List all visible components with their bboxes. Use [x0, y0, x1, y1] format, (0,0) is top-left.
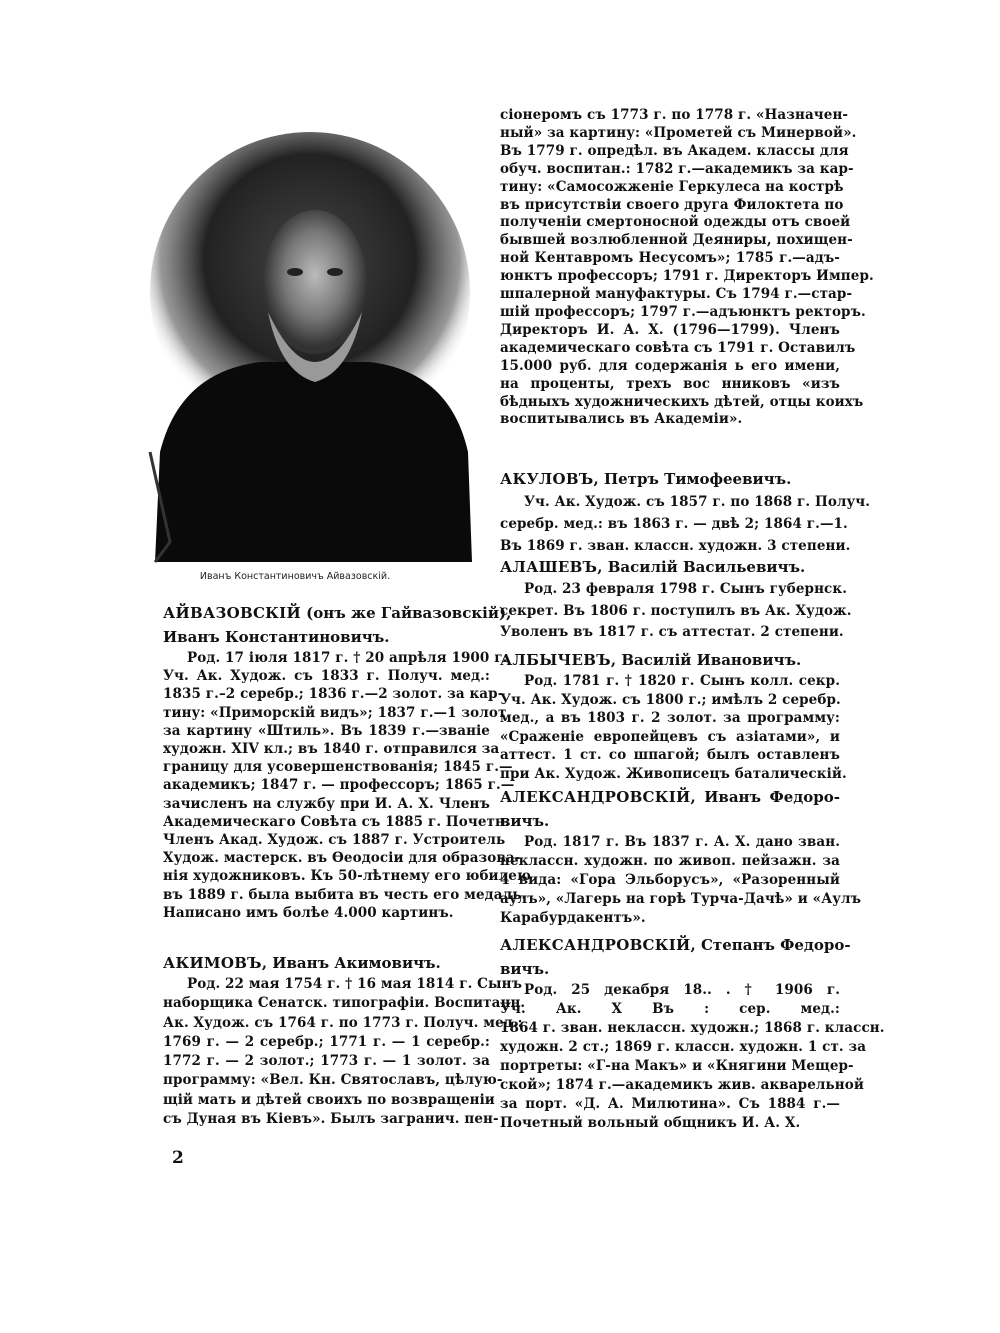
- text-line: портреты: «Г-на Макъ» и «Княгини Мещер-: [500, 1058, 854, 1074]
- text-line: Род. 1817 г. Въ 1837 г. А. Х. дано зван.: [524, 834, 840, 850]
- entry: [500, 107, 874, 429]
- entry-given-name: , Иванъ Акимовичъ.: [261, 954, 441, 972]
- text-line: за порт. «Д. А. Милютина». Съ 1884 г.—: [500, 1096, 840, 1112]
- text-line: 1835 г.–2 серебр.; 1836 г.—2 золот. за кар-: [163, 686, 504, 703]
- text-line: «Сраженіе европейцевъ съ азіатами», и: [500, 728, 840, 745]
- entry: [163, 601, 531, 922]
- text-line: съ Дуная въ Кіевъ». Былъ загранич. пен-: [163, 1111, 499, 1128]
- entry: [500, 648, 847, 783]
- entry-given-name: вичъ.: [500, 812, 550, 830]
- text-line: зачисленъ на службу при И. А. Х. Членъ: [163, 795, 490, 812]
- text-line: на проценты, трехъ вос нниковъ «изъ: [500, 375, 840, 392]
- entry-given-name: , Василій Ивановичъ.: [610, 651, 802, 669]
- entry-given-name: , Петръ Тимофеевичъ.: [593, 470, 792, 488]
- text-line: Уволенъ въ 1817 г. съ аттестат. 2 степени.: [500, 624, 844, 640]
- text-line: мед., а въ 1803 г. 2 золот. за программу:: [500, 710, 840, 726]
- text-line: Уч. Ак. Худож. съ 1857 г. по 1868 г. Получ.: [524, 494, 871, 510]
- text-line: шій профессоръ; 1797 г.—адъюнктъ ректоръ.: [500, 303, 866, 320]
- text-line: воспитывались въ Академіи».: [500, 411, 743, 428]
- entry-heading: [500, 467, 840, 491]
- text-line: Род. 1781 г. † 1820 г. Сынъ колл. секр.: [524, 673, 840, 689]
- entry-given-name: , Василій Васильевичъ.: [597, 558, 806, 576]
- entry-given-name: (онъ же Гайвазовскій),: [300, 604, 512, 622]
- text-line: Род. 22 мая 1754 г. † 16 мая 1814 г. Сынъ: [187, 976, 523, 992]
- entry-given-name: , Иванъ Федоро-: [690, 788, 840, 806]
- entry-heading: [500, 555, 840, 579]
- entry-given-name: , Степанъ Федоро-: [690, 936, 851, 954]
- entry-heading: [500, 785, 840, 809]
- entry-surname: АЛЕКСАНДРОВСКІЙ: [500, 936, 691, 954]
- entry-surname: АКУЛОВЪ: [500, 470, 594, 488]
- text-line: въ 1889 г. была выбита въ честь его медаль.: [163, 886, 527, 903]
- text-line: аттест. 1 ст. со шпагой; былъ оставленъ: [500, 747, 840, 763]
- entry-surname: АЛАШЕВЪ: [500, 558, 598, 576]
- text-line: Въ 1779 г. опредѣл. въ Академ. классы для: [500, 142, 849, 159]
- text-line: Род. 25 декабря 18.. . † 1906 г.: [524, 982, 840, 998]
- entry-heading: [163, 601, 512, 625]
- text-line: наборщика Сенатск. типографіи. Воспитанн.: [163, 995, 526, 1012]
- text-line: Написано имъ болѣе 4.000 картинъ.: [163, 904, 454, 921]
- entry-heading: [163, 951, 490, 975]
- text-line: тину: «Самосожженіе Геркулеса на кострѣ: [500, 178, 844, 195]
- text-line: Уч. Ак. Худож. съ 1833 г. Получ. мед.:: [163, 668, 490, 685]
- portrait-caption: Иванъ Константиновичъ Айвазовскій.: [199, 571, 391, 582]
- text-line: 1772 г. — 2 золот.; 1773 г. — 1 золот. за: [163, 1053, 490, 1070]
- entry-given-name: Иванъ Константиновичъ.: [163, 628, 390, 646]
- text-line: Уч. Ак. Х Въ : сер. мед.:: [500, 1001, 840, 1017]
- text-line: академикъ; 1847 г. — профессоръ; 1865 г.—: [163, 777, 515, 794]
- entry: [500, 785, 862, 928]
- text-line: сіонеромъ съ 1773 г. по 1778 г. «Назначен-: [500, 107, 849, 123]
- text-line: Уч. Ак. Худож. съ 1800 г.; имѣлъ 2 серебр.: [500, 691, 841, 708]
- text-line: Род. 17 іюля 1817 г. † 20 апрѣля 1900 г.: [187, 650, 508, 666]
- text-line: нія художниковъ. Къ 50-лѣтнему его юбилею: [163, 868, 531, 885]
- entry-given-name: вичъ.: [500, 960, 550, 978]
- text-line: въ присутствіи своего друга Филоктета по: [500, 196, 844, 213]
- text-line: за картину «Штиль». Въ 1839 г.—званіе: [163, 722, 490, 739]
- entry-surname: АЙВАЗОВСКІЙ: [163, 604, 301, 622]
- entry: [500, 555, 852, 644]
- entry-heading: [500, 809, 840, 833]
- text-line: ской»; 1874 г.—академикъ жив. акварельной: [500, 1077, 864, 1093]
- entry-heading: [500, 648, 840, 672]
- text-line: Почетный вольный общникъ И. А. Х.: [500, 1115, 801, 1131]
- text-line: Академическаго Совѣта съ 1885 г. Почетн.: [163, 813, 510, 830]
- text-line: Род. 23 февраля 1798 г. Сынъ губернск.: [524, 581, 848, 597]
- entry-surname: АЛБЫЧЕВЪ: [500, 651, 611, 669]
- text-line: Ак. Худож. съ 1764 г. по 1773 г. Получ. мед.:: [163, 1014, 523, 1031]
- text-line: аулъ», «Лагерь на горѣ Турча-Дачѣ» и «Аулъ: [500, 891, 862, 907]
- right-column: [500, 0, 885, 1200]
- text-line: шпалерной мануфактуры. Съ 1794 г.—стар-: [500, 286, 853, 303]
- text-line: Членъ Акад. Худож. съ 1887 г. Устроитель: [163, 832, 506, 849]
- text-line: 15.000 руб. для содержанія ь его имени,: [500, 357, 840, 374]
- text-line: Худож. мастерск. въ Ѳеодосіи для образова-: [163, 850, 521, 867]
- text-line: серебр. мед.: въ 1863 г. — двѣ 2; 1864 г.—1.: [500, 516, 848, 532]
- entry-surname: АКИМОВЪ: [163, 954, 262, 972]
- text-line: академическаго совѣта съ 1791 г. Оставилъ: [500, 339, 856, 356]
- entry-heading: [500, 957, 840, 981]
- text-line: программу: «Вел. Кн. Святославъ, цѣлую-: [163, 1072, 503, 1089]
- text-line: при Ак. Худож. Живописецъ баталическій.: [500, 765, 847, 782]
- text-line: 4 вида: «Гора Эльборусъ», «Разоренный: [500, 872, 840, 888]
- text-line: неклассн. художн. по живоп. пейзажн. за: [500, 853, 840, 869]
- text-line: Карабурдакентъ».: [500, 910, 646, 926]
- text-line: художн. XIV кл.; въ 1840 г. отправился за: [163, 741, 500, 758]
- text-line: бывшей возлюбленной Деяниры, похищен-: [500, 232, 853, 249]
- text-line: секрет. Въ 1806 г. поступилъ въ Ак. Худож.: [500, 602, 852, 619]
- text-line: Въ 1869 г. зван. классн. художн. 3 степени.: [500, 538, 851, 554]
- entry: [500, 467, 871, 557]
- text-line: обуч. воспитан.: 1782 г.—академикъ за кар-: [500, 160, 854, 177]
- text-line: тину: «Приморскій видъ»; 1837 г.—1 золот.: [163, 704, 512, 721]
- text-line: 1769 г. — 2 серебр.; 1771 г. — 1 серебр.:: [163, 1033, 490, 1050]
- text-line: юнктъ профессоръ; 1791 г. Директоръ Импер.: [500, 268, 874, 285]
- page-number: 2: [172, 1148, 184, 1168]
- text-line: художн. 2 ст.; 1869 г. классн. художн. 1 ст. за: [500, 1039, 867, 1055]
- text-line: бѣдныхъ художническихъ дѣтей, отцы коихъ: [500, 393, 864, 410]
- entry-heading: [500, 933, 851, 957]
- text-line: Директоръ И. А. Х. (1796—1799). Членъ: [500, 321, 840, 338]
- text-line: ный» за картину: «Прометей съ Минервой».: [500, 124, 857, 141]
- entry-surname: АЛЕКСАНДРОВСКІЙ: [500, 788, 691, 806]
- text-line: ной Кентавромъ Несусомъ»; 1785 г.—адъ-: [500, 250, 840, 267]
- text-line: полученіи смертоносной одежды отъ своей: [500, 214, 851, 231]
- text-line: границу для усовершенствованія; 1845 г.—: [163, 759, 513, 776]
- entry: [163, 951, 526, 1129]
- text-line: щій мать и дѣтей своихъ по возвращеніи: [163, 1091, 495, 1108]
- text-line: 1864 г. зван. неклассн. художн.; 1868 г. классн.: [500, 1020, 885, 1036]
- entry: [500, 933, 885, 1133]
- entry-heading: [163, 625, 490, 649]
- left-column: [163, 0, 531, 1200]
